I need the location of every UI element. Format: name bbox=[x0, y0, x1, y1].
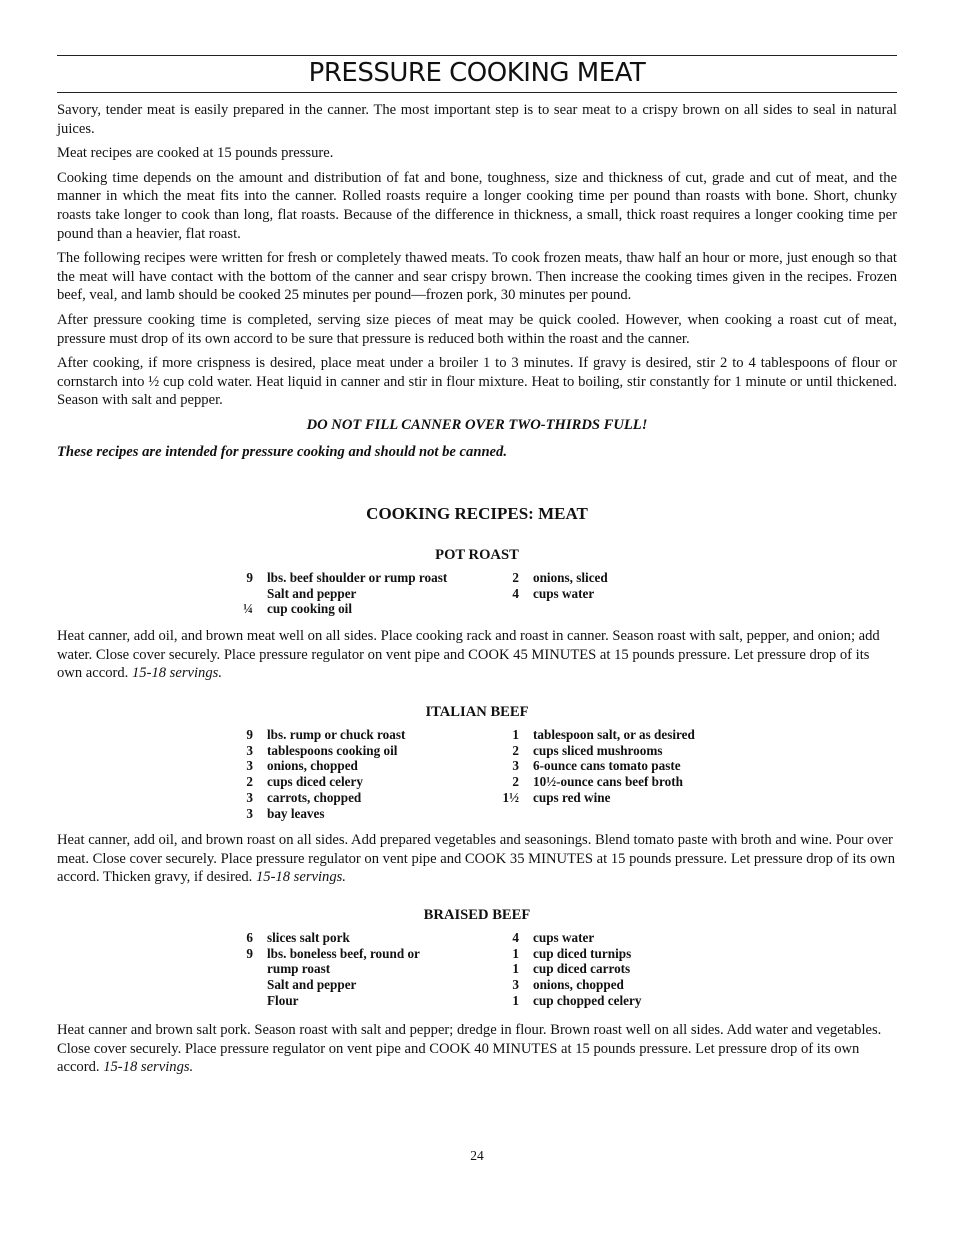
ingredient-column-right bbox=[495, 570, 775, 601]
ingredient bbox=[495, 930, 775, 946]
ingredient-column-left bbox=[229, 727, 499, 821]
ingredient bbox=[229, 743, 499, 759]
canning-note: These recipes are intended for pressure cooking and should not be canned. bbox=[57, 443, 507, 460]
ingredient-item: cups red wine bbox=[533, 789, 611, 805]
ingredient bbox=[229, 930, 499, 946]
ingredient bbox=[495, 790, 775, 806]
ingredient bbox=[229, 586, 499, 602]
intro-paragraph: After cooking, if more crispness is desired, place meat under a broiler 1 to 3 minutes. If gravy is desired, stir 2 to 4 tablespoons of flour or cornstarch into ½ cup cold water. Heat liquid in canner and stir in flour mixture. Heat to boiling, stir constantly for 1 minute or until thickened. Season with salt and pepper. bbox=[57, 355, 897, 409]
ingredient bbox=[229, 790, 499, 806]
ingredient-column-right bbox=[495, 930, 775, 1009]
intro-section bbox=[57, 101, 897, 467]
ingredient bbox=[229, 727, 499, 743]
ingredient-item: cups water bbox=[533, 930, 595, 945]
ingredient bbox=[495, 774, 775, 790]
ingredient-column-right bbox=[495, 727, 775, 806]
ingredient-list bbox=[57, 727, 897, 823]
fill-warning: DO NOT FILL CANNER OVER TWO-THIRDS FULL! bbox=[306, 416, 648, 433]
ingredient bbox=[495, 977, 775, 993]
ingredient-item: onions, chopped bbox=[533, 977, 624, 993]
ingredient-qty: 3 bbox=[246, 789, 253, 805]
ingredient-item: 6-ounce cans tomato paste bbox=[533, 758, 681, 774]
ingredient-qty: 1 bbox=[512, 992, 519, 1008]
ingredient bbox=[495, 586, 775, 602]
recipe-title: BRAISED BEEF bbox=[423, 907, 531, 923]
recipe-braised-beef bbox=[57, 907, 897, 1010]
servings-text: 15-18 servings. bbox=[255, 869, 346, 886]
ingredient-item: lbs. rump or chuck roast bbox=[267, 727, 406, 742]
ingredient bbox=[495, 946, 775, 962]
ingredient-item: cups diced celery bbox=[267, 774, 363, 790]
ingredient bbox=[229, 993, 499, 1009]
ingredient-item: tablespoons cooking oil bbox=[267, 742, 398, 758]
ingredient bbox=[229, 601, 499, 617]
top-rule bbox=[57, 55, 897, 56]
ingredient bbox=[495, 727, 775, 743]
recipe-instructions bbox=[57, 627, 897, 689]
ingredient-qty: 1 bbox=[512, 945, 519, 961]
title-rule bbox=[57, 92, 897, 93]
ingredient-qty: 9 bbox=[246, 570, 253, 585]
ingredient bbox=[495, 993, 775, 1009]
ingredient-qty: 3 bbox=[512, 758, 519, 774]
ingredient-qty: 9 bbox=[246, 727, 253, 742]
ingredient-item: carrots, chopped bbox=[267, 789, 362, 805]
ingredient-qty: 3 bbox=[246, 805, 253, 821]
ingredient-item: cup chopped celery bbox=[533, 992, 642, 1008]
intro-paragraph: Cooking time depends on the amount and distribution of fat and bone, toughness, size and thickness of cut, grade and cut of meat, and the manner in which the meat fits into the canner. Rolled roasts require a longer cooking time per pound than roasts with bone. Short, chunky roasts take longer to cook than long, flat roasts. Because of the difference in thickness, a small, thick roast requires a longer cooking time per pound than a heavier, flat roast. bbox=[57, 169, 897, 242]
ingredient-qty: 2 bbox=[512, 742, 519, 758]
ingredient-qty: 3 bbox=[246, 742, 253, 758]
recipe-title: ITALIAN BEEF bbox=[425, 704, 529, 720]
intro-paragraph: The following recipes were written for fresh or completely thawed meats. To cook frozen meats, thaw half an hour or more, just enough so that the meat will have contact with the bottom of the canner and sear crispy brown. Then increase the cooking times given in the recipes. Frozen beef, veal, and lamb should be cooked 25 minutes per pound—frozen pork, 30 minutes per pound. bbox=[57, 250, 897, 304]
ingredient-qty bbox=[229, 993, 253, 1009]
ingredient-column-left bbox=[229, 570, 499, 617]
ingredient-qty: 1½ bbox=[502, 789, 519, 805]
ingredient-item: cups water bbox=[533, 585, 595, 601]
ingredient-column-left bbox=[229, 930, 499, 1009]
ingredient-item: cup diced turnips bbox=[533, 945, 632, 961]
ingredient-qty: ¼ bbox=[243, 601, 253, 617]
instructions-text: Heat canner and brown salt pork. Season roast with salt and pepper; dredge in flour. Brown roast well on all sides. Add water and vegetables. Close cover securely. Place pressure regulator on vent pipe and COOK 40 MINUTES at 15 pounds pressure. Let pressure drop of its own accord. bbox=[57, 1022, 882, 1076]
recipe-italian-beef bbox=[57, 704, 897, 823]
ingredient-item: rump roast bbox=[267, 961, 331, 977]
ingredient-item: bay leaves bbox=[267, 805, 325, 821]
intro-paragraph: After pressure cooking time is completed, serving size pieces of meat may be quick cooled. However, when cooking a roast cut of meat, pressure must drop of its own accord to be sure that pressure is reduced both within the roast and the canner. bbox=[57, 311, 897, 347]
ingredient-qty bbox=[229, 977, 253, 993]
ingredient-item: cups sliced mushrooms bbox=[533, 742, 663, 758]
servings-text: 15-18 servings. bbox=[131, 665, 222, 682]
instructions-text: Heat canner, add oil, and brown roast on all sides. Add prepared vegetables and seasonings. Blend tomato paste with broth and wine. Pour over meat. Close cover securely. Place pressure regulator on vent pipe and COOK 35 MINUTES at 15 pounds pressure. Let pressure drop of its own accord. Thicken gravy, if desired. bbox=[57, 832, 895, 886]
ingredient-item: Salt and pepper bbox=[267, 585, 357, 601]
ingredient-qty: 2 bbox=[512, 570, 519, 585]
ingredient bbox=[495, 743, 775, 759]
servings-text: 15-18 servings. bbox=[103, 1059, 194, 1076]
ingredient-item: lbs. beef shoulder or rump roast bbox=[267, 570, 448, 585]
ingredient bbox=[229, 806, 499, 822]
ingredient-item: tablespoon salt, or as desired bbox=[533, 727, 695, 742]
ingredient bbox=[495, 961, 775, 977]
ingredient-item: cup cooking oil bbox=[267, 601, 353, 617]
ingredient-qty: 1 bbox=[512, 727, 519, 742]
ingredient-list bbox=[57, 930, 897, 1010]
ingredient-qty: 2 bbox=[512, 774, 519, 790]
ingredient-qty: 4 bbox=[512, 930, 519, 945]
ingredient-list bbox=[57, 570, 897, 620]
recipe-title: POT ROAST bbox=[435, 547, 519, 563]
ingredient-item: Salt and pepper bbox=[267, 977, 357, 993]
intro-paragraph: Meat recipes are cooked at 15 pounds pressure. bbox=[57, 145, 334, 162]
ingredient bbox=[229, 570, 499, 586]
ingredient-qty: 4 bbox=[512, 585, 519, 601]
instructions-text: Heat canner, add oil, and brown meat well on all sides. Place cooking rack and roast in canner. Season roast with salt, pepper, and onion; add water. Close cover securely. Place pressure regulator on vent pipe and COOK 45 MINUTES at 15 pounds pressure. Let pressure drop of its own accord. bbox=[57, 628, 880, 682]
ingredient bbox=[229, 774, 499, 790]
ingredient-qty: 6 bbox=[246, 930, 253, 945]
ingredient bbox=[229, 961, 499, 977]
recipe-pot-roast bbox=[57, 547, 897, 620]
recipe-instructions bbox=[57, 831, 897, 893]
ingredient-item: onions, chopped bbox=[267, 758, 358, 774]
ingredient bbox=[229, 946, 499, 962]
ingredient bbox=[229, 758, 499, 774]
recipe-instructions bbox=[57, 1021, 897, 1083]
ingredient-item: slices salt pork bbox=[267, 930, 350, 945]
page-number: 24 bbox=[470, 1148, 484, 1163]
ingredient bbox=[229, 977, 499, 993]
ingredient-item: 10½-ounce cans beef broth bbox=[533, 774, 683, 790]
ingredient-qty: 3 bbox=[512, 977, 519, 993]
ingredient bbox=[495, 570, 775, 586]
ingredient-qty bbox=[229, 961, 253, 977]
section-title: COOKING RECIPES: MEAT bbox=[366, 504, 588, 523]
ingredient-item: onions, sliced bbox=[533, 570, 608, 585]
ingredient-qty bbox=[229, 586, 253, 602]
ingredient-qty: 1 bbox=[512, 961, 519, 977]
intro-paragraph: Savory, tender meat is easily prepared in the canner. The most important step is to sear meat to a crispy brown on all sides to seal in natural juices. bbox=[57, 102, 897, 137]
ingredient-item: cup diced carrots bbox=[533, 961, 631, 977]
ingredient-qty: 2 bbox=[246, 774, 253, 790]
page-title: PRESSURE COOKING MEAT bbox=[308, 58, 646, 88]
ingredient bbox=[495, 758, 775, 774]
ingredient-item: lbs. boneless beef, round or bbox=[267, 945, 420, 961]
ingredient-qty: 3 bbox=[246, 758, 253, 774]
ingredient-qty: 9 bbox=[246, 945, 253, 961]
ingredient-item: Flour bbox=[267, 992, 299, 1008]
